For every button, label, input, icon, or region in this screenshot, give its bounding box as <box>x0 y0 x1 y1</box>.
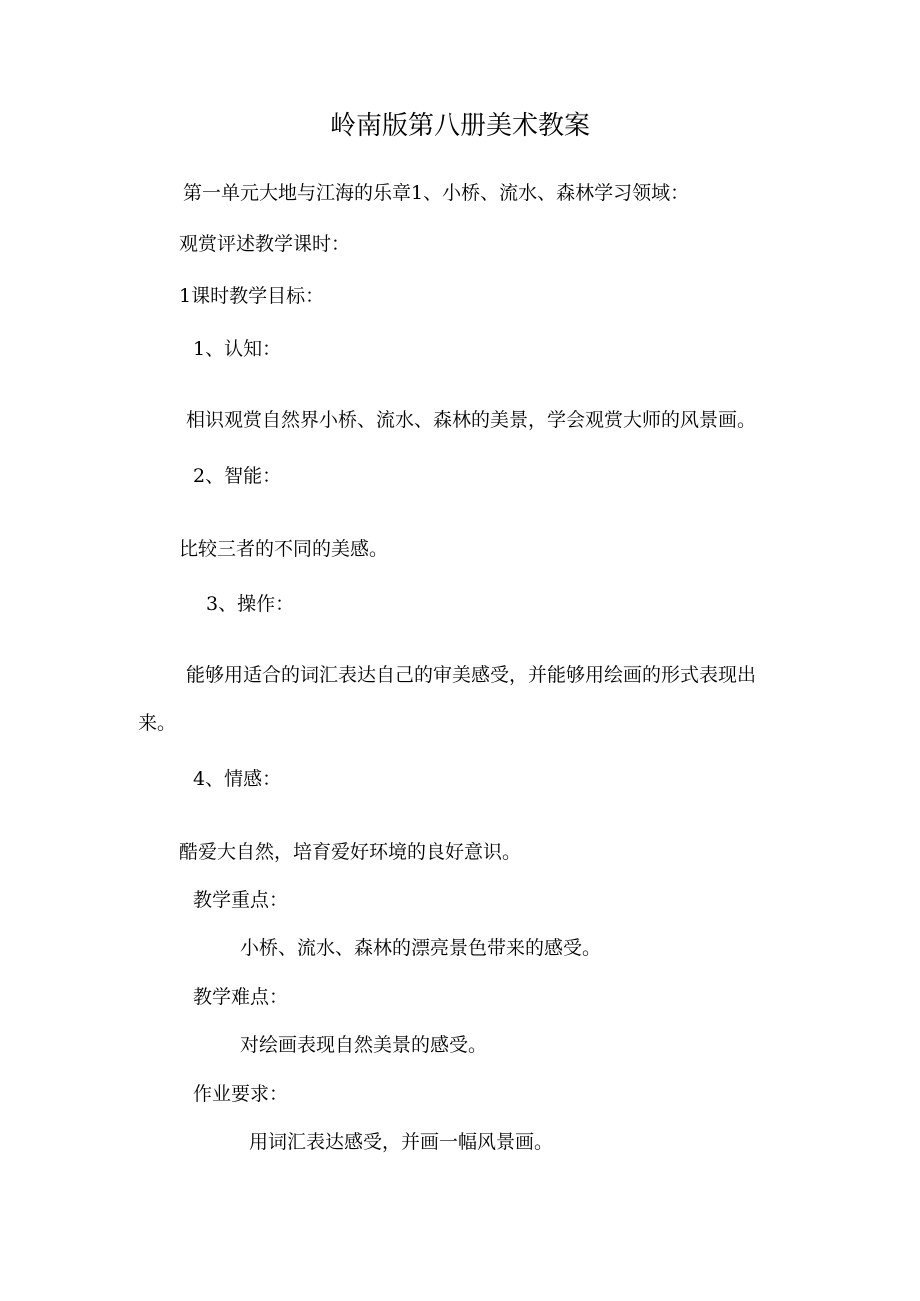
paragraph-homework: 用词汇表达感受，并画一幅风景画。 <box>249 1131 554 1153</box>
paragraph-goal-cognition-heading: 1、认知： <box>193 338 282 360</box>
paragraph-goal-emotion-heading: 4、情感： <box>193 768 282 790</box>
paragraph-goal-ability-heading: 2、智能： <box>193 465 282 487</box>
paragraph-key-points: 小桥、流水、森林的漂亮景色带来的感受。 <box>240 937 602 959</box>
paragraph-difficulties: 对绘画表现自然美景的感受。 <box>240 1034 488 1056</box>
paragraph-goal-cognition: 相识观赏自然界小桥、流水、森林的美景，学会观赏大师的风景画。 <box>186 409 757 431</box>
paragraph-goal-operation: 能够用适合的词汇表达自己的审美感受，并能够用绘画的形式表现出 <box>186 664 757 686</box>
paragraph-difficulties-heading: 教学难点： <box>193 986 289 1008</box>
paragraph-goal-operation-continued: 来。 <box>138 712 177 734</box>
paragraph-learning-domain: 观赏评述教学课时： <box>179 233 351 255</box>
paragraph-class-hours: 1课时教学目标： <box>179 285 325 307</box>
document-title: 岭南版第八册美术教案 <box>329 111 590 141</box>
paragraph-unit-intro: 第一单元大地与江海的乐章1、小桥、流水、森林学习领域： <box>183 182 690 204</box>
paragraph-goal-operation-heading: 3、操作： <box>206 593 295 615</box>
paragraph-key-points-heading: 教学重点： <box>193 889 289 911</box>
paragraph-goal-emotion: 酷爱大自然，培育爱好环境的良好意识。 <box>179 841 522 863</box>
paragraph-homework-heading: 作业要求： <box>193 1083 289 1105</box>
paragraph-goal-ability: 比较三者的不同的美感。 <box>179 538 389 560</box>
